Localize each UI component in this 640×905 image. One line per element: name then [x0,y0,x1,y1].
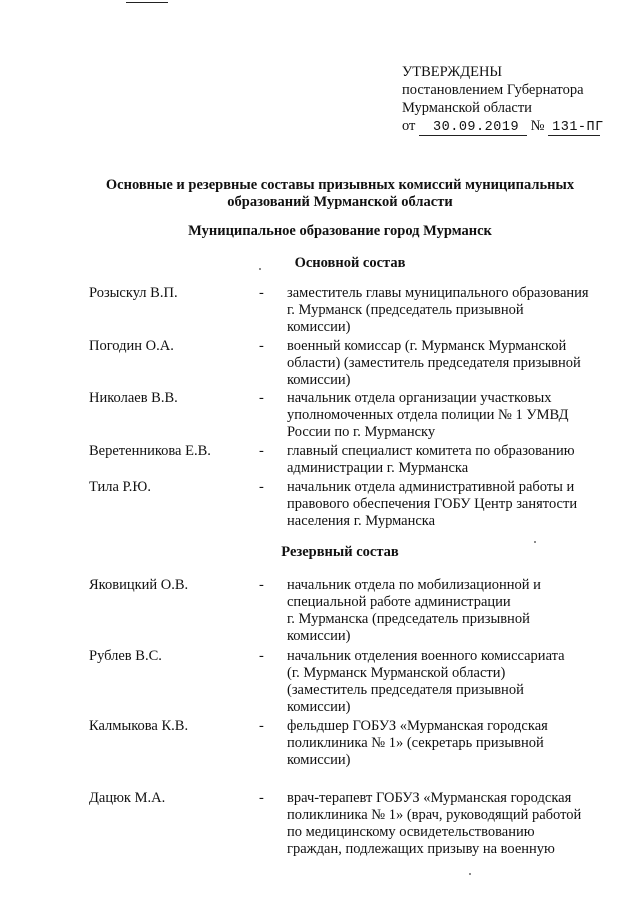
member-dash: - [259,285,264,301]
approval-block [402,63,604,136]
approval-number-label: № [530,118,545,134]
document-title [60,177,620,211]
member-name: Веретенникова Е.В. [89,443,211,459]
reserve-composition-heading: Резервный состав [281,544,399,560]
member-dash: - [259,648,264,664]
approval-line-decree: постановлением Губернатора [402,82,584,98]
member-position: фельдшер ГОБУЗ «Мурманская городская поликлиника № 1» (секретарь призывной комиссии) [287,718,548,768]
scan-speck [534,541,536,543]
member-dash: - [259,443,264,459]
document-title-line-1: Основные и резервные составы призывных комиссий муниципальных [105,177,575,193]
approval-line-region: Мурманской области [402,100,532,116]
member-position: начальник отдела административной работы и правового обеспечения ГОБУ Центр занятости населения г. Мурманска [287,479,578,529]
approval-number: 131-ПГ [548,120,600,136]
main-composition-heading: Основной состав [294,255,406,271]
member-name: Николаев В.В. [89,390,178,406]
approval-title: УТВЕРЖДЕНЫ [402,64,503,80]
member-position: начальник отдела по мобилизационной и специальной работе администрации г. Мурманска (председатель призывной комиссии) [287,577,541,644]
member-dash: - [259,718,264,734]
document-title-line-2: образований Мурманской области [227,194,453,210]
member-name: Тила Р.Ю. [89,479,151,495]
municipality-heading: Муниципальное образование город Мурманск [188,223,492,239]
member-dash: - [259,790,264,806]
top-edge-rule [126,2,168,3]
member-position: военный комиссар (г. Мурманск Мурманской области) (заместитель председателя призывной комиссии) [287,338,581,388]
member-name: Розыскул В.П. [89,285,178,301]
member-name: Калмыкова К.В. [89,718,189,734]
approval-from-label: от [402,118,416,134]
member-dash: - [259,390,264,406]
approval-date: 30.09.2019 [419,120,527,136]
member-dash: - [259,577,264,593]
member-position: главный специалист комитета по образованию администрации г. Мурманска [287,443,575,476]
scan-speck [469,873,471,875]
member-position: начальник отдела организации участковых уполномоченных отдела полиции № 1 УМВД России по г. Мурманску [287,390,569,440]
member-name: Погодин О.А. [89,338,174,354]
member-name: Яковицкий О.В. [89,577,189,593]
member-name: Рублев В.С. [89,648,162,664]
member-dash: - [259,338,264,354]
member-position: начальник отделения военного комиссариата (г. Мурманск Мурманской области) (заместитель председателя призывной комиссии) [287,648,565,715]
member-position: заместитель главы муниципального образования г. Мурманск (председатель призывной комиссии) [287,285,589,335]
approval-date-number-line [402,117,604,136]
member-position: врач-терапевт ГОБУЗ «Мурманская городская поликлиника № 1» (врач, руководящий работой по медицинскому освидетельствованию граждан, подлежащих призыву на военную [287,790,582,857]
member-dash: - [259,479,264,495]
scan-speck [259,268,261,270]
member-name: Дацюк М.А. [89,790,166,806]
